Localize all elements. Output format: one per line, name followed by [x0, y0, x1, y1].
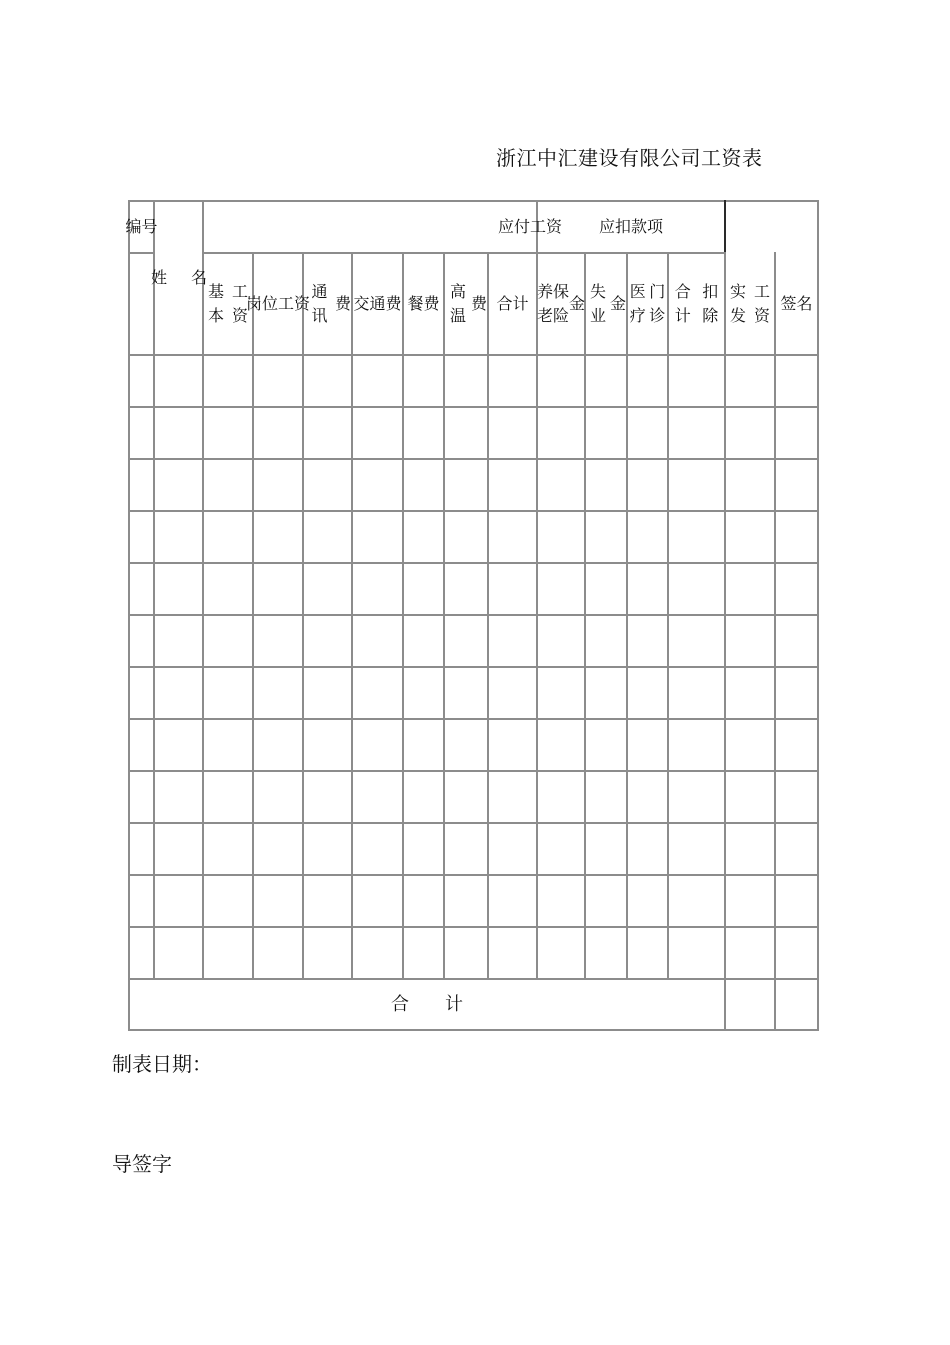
- table-cell: [776, 564, 817, 614]
- table-cell: [538, 720, 584, 770]
- table-cell: [628, 876, 667, 926]
- header-no-text: 编: [125, 217, 142, 236]
- table-cell: [130, 928, 153, 978]
- table-cell: [404, 928, 443, 978]
- sign-label: 导签字: [112, 1152, 172, 1176]
- table-cell: [155, 460, 202, 510]
- table-cell: [538, 616, 584, 666]
- table-cell: [628, 356, 667, 406]
- date-label: 制表日期：: [112, 1052, 212, 1076]
- header-payable-col-text: 合计: [496, 294, 529, 313]
- table-cell: [776, 460, 817, 510]
- header-payable-col-text: 交通: [353, 294, 386, 313]
- table-cell: [776, 772, 817, 822]
- header-payable-col-text: 基本: [207, 282, 224, 325]
- table-cell: [304, 668, 351, 718]
- header-payable-col: [404, 254, 443, 354]
- header-net-pay: [726, 254, 774, 354]
- table-cell: [155, 356, 202, 406]
- table-cell: [445, 512, 487, 562]
- table-cell: [353, 356, 402, 406]
- table-cell: [445, 408, 487, 458]
- table-cell: [445, 928, 487, 978]
- table-cell: [445, 824, 487, 874]
- table-cell: [254, 772, 302, 822]
- table-cell: [489, 564, 536, 614]
- table-cell: [204, 564, 252, 614]
- table-cell: [130, 668, 153, 718]
- header-payable-col-text: 费: [470, 294, 487, 313]
- table-cell: [254, 720, 302, 770]
- table-cell: [628, 772, 667, 822]
- table-cell: [304, 824, 351, 874]
- table-cell: [726, 824, 774, 874]
- deduct-group-edge: [724, 200, 726, 254]
- table-cell: [538, 512, 584, 562]
- table-cell: [445, 720, 487, 770]
- header-group-payable-text: 应付工资: [497, 217, 562, 236]
- table-cell: [489, 720, 536, 770]
- table-cell: [445, 876, 487, 926]
- header-signature: [776, 254, 817, 354]
- table-cell: [586, 564, 626, 614]
- table-cell: [254, 564, 302, 614]
- table-cell: [130, 564, 153, 614]
- table-cell: [538, 772, 584, 822]
- table-cell: [204, 616, 252, 666]
- table-cell: [776, 824, 817, 874]
- header-payable-col-text: 费: [385, 294, 402, 313]
- table-cell: [155, 668, 202, 718]
- table-cell: [404, 564, 443, 614]
- table-cell: [404, 408, 443, 458]
- header-deduct-col: [669, 254, 724, 354]
- table-cell: [204, 928, 252, 978]
- table-cell: [353, 616, 402, 666]
- table-cell: [669, 564, 724, 614]
- header-deduct-col-text: 金: [609, 294, 626, 313]
- table-cell: [254, 876, 302, 926]
- table-cell: [130, 460, 153, 510]
- table-cell: [404, 356, 443, 406]
- table-cell: [404, 720, 443, 770]
- header-deduct-col: [586, 254, 626, 354]
- table-cell: [204, 772, 252, 822]
- page-title: 浙江中汇建设有限公司工资表: [496, 146, 763, 170]
- table-cell: [155, 720, 202, 770]
- header-payable-col: [204, 254, 252, 354]
- table-cell: [628, 564, 667, 614]
- header-deduct-col-text: 医疗: [629, 282, 646, 325]
- table-cell: [726, 668, 774, 718]
- table-cell: [726, 512, 774, 562]
- table-cell: [130, 512, 153, 562]
- table-cell: [726, 564, 774, 614]
- table-cell: [304, 616, 351, 666]
- table-cell: [445, 564, 487, 614]
- table-cell: [489, 512, 536, 562]
- salary-table: [125, 200, 819, 1031]
- table-cell: [304, 876, 351, 926]
- table-cell: [669, 668, 724, 718]
- table-cell: [445, 616, 487, 666]
- table-cell: [726, 460, 774, 510]
- header-group-deduct: [538, 202, 724, 252]
- table-cell: [404, 460, 443, 510]
- table-cell: [538, 356, 584, 406]
- table-cell: [669, 460, 724, 510]
- table-cell: [489, 772, 536, 822]
- table-cell: [628, 616, 667, 666]
- table-cell: [130, 720, 153, 770]
- table-cell: [776, 876, 817, 926]
- table-cell: [726, 928, 774, 978]
- table-cell: [404, 668, 443, 718]
- header-payable-col: [245, 254, 311, 354]
- table-cell: [538, 824, 584, 874]
- table-cell: [538, 564, 584, 614]
- table-cell: [130, 408, 153, 458]
- table-cell: [586, 876, 626, 926]
- table-cell: [254, 460, 302, 510]
- header-payable-col-text: 岗: [245, 294, 262, 313]
- header-payable-col-text: 高温: [449, 282, 466, 325]
- table-cell: [489, 356, 536, 406]
- table-cell: [353, 408, 402, 458]
- table-cell: [353, 512, 402, 562]
- table-cell: [586, 616, 626, 666]
- table-cell: [254, 928, 302, 978]
- table-cell: [726, 772, 774, 822]
- table-cell: [155, 876, 202, 926]
- header-signature-text: 签名: [780, 294, 813, 313]
- table-cell: [776, 720, 817, 770]
- table-cell: [155, 616, 202, 666]
- table-cell: [489, 460, 536, 510]
- table-cell: [353, 720, 402, 770]
- table-cell: [776, 616, 817, 666]
- header-deduct-col: [538, 254, 584, 354]
- table-cell: [155, 408, 202, 458]
- table-cell: [445, 356, 487, 406]
- table-cell: [204, 512, 252, 562]
- table-cell: [628, 460, 667, 510]
- table-cell: [538, 876, 584, 926]
- header-net-pay-text: 工资: [753, 282, 770, 325]
- table-cell: [669, 356, 724, 406]
- table-cell: [586, 356, 626, 406]
- table-cell: [353, 876, 402, 926]
- header-no: [125, 202, 158, 252]
- table-cell: [628, 824, 667, 874]
- table-cell: [669, 772, 724, 822]
- header-payable-col-text: 餐费: [407, 294, 440, 313]
- table-cell: [130, 356, 153, 406]
- table-cell: [204, 408, 252, 458]
- table-cell: [304, 460, 351, 510]
- table-cell: [489, 928, 536, 978]
- header-deduct-col-text: 合计: [674, 282, 691, 325]
- table-cell: [586, 720, 626, 770]
- table-cell: [155, 772, 202, 822]
- table-cell: [489, 668, 536, 718]
- table-cell: [445, 772, 487, 822]
- table-cell: [404, 824, 443, 874]
- header-payable-col: [489, 254, 536, 354]
- table-cell: [669, 824, 724, 874]
- table-cell: [254, 824, 302, 874]
- header-deduct-col-text: 门诊: [649, 282, 666, 325]
- table-cell: [254, 512, 302, 562]
- table-cell: [669, 876, 724, 926]
- table-cell: [776, 408, 817, 458]
- table-cell: [254, 408, 302, 458]
- table-cell: [304, 720, 351, 770]
- total-row-label-text: 合 计: [391, 993, 463, 1015]
- table-cell: [204, 356, 252, 406]
- table-cell: [404, 512, 443, 562]
- table-cell: [586, 772, 626, 822]
- table-cell: [628, 512, 667, 562]
- header-no-blank: [130, 254, 153, 354]
- table-cell: [669, 512, 724, 562]
- table-cell: [538, 460, 584, 510]
- table-cell: [726, 616, 774, 666]
- table-cell: [726, 408, 774, 458]
- header-payable-col-text: 位: [261, 294, 278, 313]
- table-cell: [204, 668, 252, 718]
- table-cell: [538, 668, 584, 718]
- table-cell: [538, 408, 584, 458]
- table-cell: [776, 512, 817, 562]
- table-cell: [628, 720, 667, 770]
- table-cell: [586, 512, 626, 562]
- table-cell: [304, 564, 351, 614]
- header-name-text: 名: [191, 268, 208, 287]
- table-cell: [254, 356, 302, 406]
- table-cell: [130, 616, 153, 666]
- table-cell: [445, 460, 487, 510]
- table-border-bottom: [128, 1029, 819, 1031]
- header-name: [150, 202, 208, 354]
- table-cell: [353, 824, 402, 874]
- table-cell: [353, 668, 402, 718]
- table-cell: [445, 668, 487, 718]
- table-cell: [726, 720, 774, 770]
- table-cell: [586, 460, 626, 510]
- header-payable-col: [353, 254, 402, 354]
- table-cell: [304, 928, 351, 978]
- header-group-deduct-text: 应扣款项: [598, 217, 663, 236]
- table-cell: [155, 564, 202, 614]
- table-cell: [404, 772, 443, 822]
- table-cell: [304, 356, 351, 406]
- header-deduct-col-text: 保险: [553, 282, 570, 325]
- table-cell: [776, 668, 817, 718]
- table-cell: [538, 928, 584, 978]
- table-cell: [586, 928, 626, 978]
- header-payable-col: [304, 254, 351, 354]
- table-cell: [304, 772, 351, 822]
- table-cell: [628, 668, 667, 718]
- table-cell: [130, 772, 153, 822]
- header-deduct-col: [628, 254, 667, 354]
- table-cell: [489, 824, 536, 874]
- table-cell: [669, 720, 724, 770]
- table-cell: [586, 408, 626, 458]
- table-cell: [776, 356, 817, 406]
- table-cell: [353, 460, 402, 510]
- table-cell: [204, 460, 252, 510]
- header-payable-col-text: 工资: [231, 282, 248, 325]
- header-deduct-col-text: 扣除: [702, 282, 719, 325]
- table-cell: [204, 876, 252, 926]
- table-cell: [489, 616, 536, 666]
- table-cell: [489, 876, 536, 926]
- table-cell: [353, 928, 402, 978]
- table-cell: [669, 928, 724, 978]
- table-cell: [586, 824, 626, 874]
- table-cell: [669, 616, 724, 666]
- header-net-pay-text: 实发: [729, 282, 746, 325]
- table-cell: [669, 408, 724, 458]
- table-cell: [304, 512, 351, 562]
- table-cell: [155, 512, 202, 562]
- table-cell: [130, 824, 153, 874]
- table-border-right: [817, 200, 819, 1031]
- header-payable-col-text: 通讯: [311, 282, 328, 325]
- header-payable-col: [445, 254, 487, 354]
- table-cell: [304, 408, 351, 458]
- table-cell: [155, 928, 202, 978]
- table-cell: [353, 772, 402, 822]
- table-cell: [628, 408, 667, 458]
- header-deduct-col-text: 金: [569, 294, 586, 313]
- header-payable-col-text: 费: [334, 294, 351, 313]
- table-cell: [776, 928, 817, 978]
- header-payable-col-text: 资: [294, 294, 311, 313]
- table-cell: [586, 668, 626, 718]
- table-cell: [254, 616, 302, 666]
- table-cell: [130, 876, 153, 926]
- table-cell: [404, 616, 443, 666]
- header-name-text: 姓: [150, 268, 167, 287]
- table-cell: [489, 408, 536, 458]
- table-cell: [404, 876, 443, 926]
- total-row-label: [130, 980, 724, 1029]
- header-payable-col-text: 工: [278, 294, 295, 313]
- table-cell: [204, 824, 252, 874]
- table-cell: [628, 928, 667, 978]
- table-cell: [726, 876, 774, 926]
- table-cell: [353, 564, 402, 614]
- header-deduct-col-text: 失业: [589, 282, 606, 325]
- header-no-text: 号: [141, 217, 158, 236]
- table-cell: [726, 356, 774, 406]
- header-deduct-col-text: 养老: [536, 282, 553, 325]
- table-cell: [155, 824, 202, 874]
- table-cell: [204, 720, 252, 770]
- table-cell: [254, 668, 302, 718]
